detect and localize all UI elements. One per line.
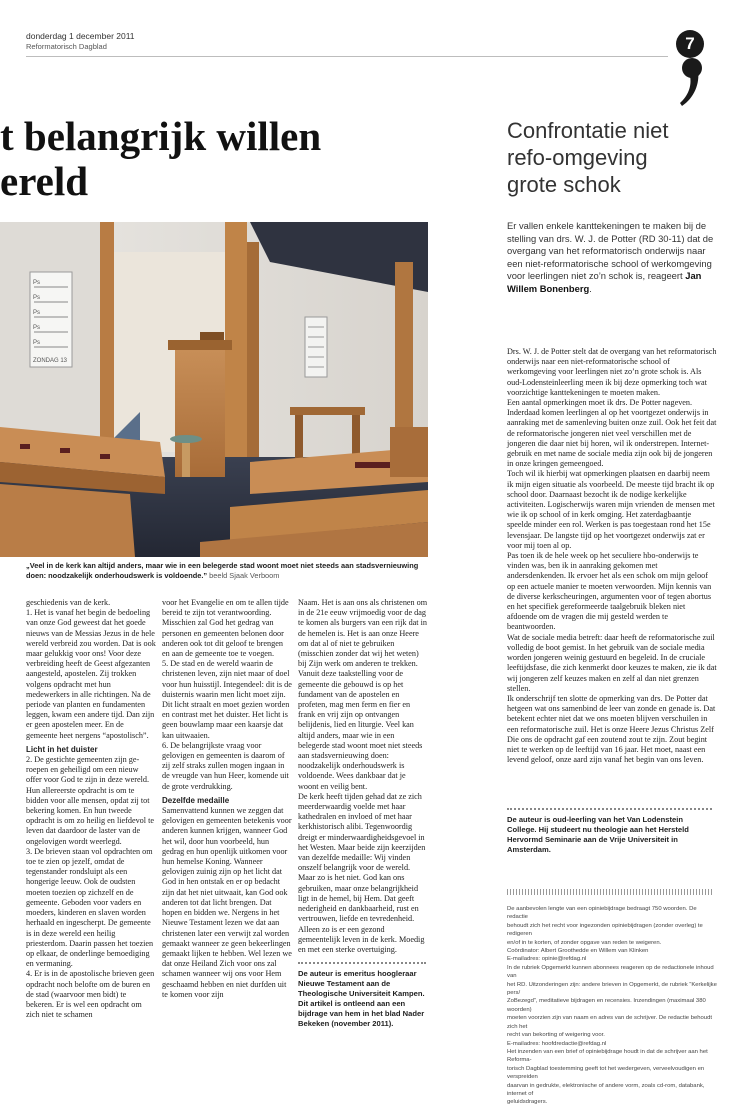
reaction-body <box>507 347 717 765</box>
column-text: voor het Evangelie en om te allen tijde bereid te zijn tot verantwoording. Misschien zal God het gedrag van personen en gemeenten belonen door anderen ook tot dit geloof te brengen en aan de gemeente toe te voegen. 5. De stad en de wereld waarin de christenen leven, zijn niet maar of doel voor hun huisstijl. Integendeel: dit is de duisternis waarin men licht moet zijn. Dit licht straalt en moet gezien worden en contrast met het duister. Het licht is geen bouwlamp maar een kaarsje dat kan uitwaaien. 6. De belangrijkste vraag voor gelovigen en gemeenten is daarom of zij zelf straks zullen mogen ingaan in de vreugde van hun Heer, komende uit de grote verdrukking. <box>162 598 292 791</box>
column-text: 2. De gestichte gemeenten zijn geroepen en geheiligd om een nieuw offer voor God te zijn in deze wereld. Hun allereerste opdracht is om te bidden voor alle mensen, opdat zij tot bekering komen. En hun tweede opdracht is om zo heilig en liefdevol te leven dat daardoor de laster van de ongelovigen wordt weerlegd. 3. De brieven staan vol opdrachten om toe te zien op jezelf, omdat de tegenstander rondsluipt als een hongerige leeuw. Ook de oudsten moeten toezien op zichzelf en de gemeente. Geboden voor vaders en moeders, kinderen en slaven worden herhaald en ingescherpt. De gemeente is in deze wereld een heilig priesterdom. Daarin passen het toezien op elkaar, de onderlinge bemoediging en vermaning. 4. Er is in de apostolische brieven geen opdracht noch belofte om de buren en de stad (waarvoor men bidt) te bekeren. Er is wel een opdracht om zich niet te schamen <box>26 755 155 1020</box>
newspaper-name: Reformatorisch Dagblad <box>26 42 107 51</box>
reaction-headline: Confrontatie niet refo-omgeving grote schok <box>507 118 669 197</box>
intro-text: Er vallen enkele kanttekeningen te maken bij de stelling van drs. W. J. de Potter (RD 30-11) dat de overgang van het reformatorisch onderwijs naar een niet-reformatorische school of werkomgeving voor leerlingen niet zo’n schok is, reageert <box>507 220 714 282</box>
info-line: De aanbevolen lengte van een opiniebijdrage bedraagt 750 woorden. De redactie <box>507 906 697 921</box>
article-headline: t belangrijk willen ereld <box>0 113 322 204</box>
hymn-board-line: Ps <box>33 280 41 286</box>
photo-caption <box>26 561 426 581</box>
info-line: torisch Dagblad toestemming geeft tot het wedergeven, verveelvoudigen en verspreiden <box>507 1065 705 1081</box>
info-line: Het inzenden van een brief of opiniebijdrage houdt in dat de schrijver aan het Reforma- <box>507 1048 708 1064</box>
column-text: Samenvattend kunnen we zeggen dat gelovigen en gemeenten betekenis voor anderen kunnen krijgen, wanneer God het wil, door hun voorbeeld, hun gedrag en hun openlijk uitkomen voor hun hemelse Koning. Wanneer gelovigen zuinig zijn op het licht dat God in hen ontstak en er op bedacht zijn dat het niet uitwaait, kan God ook anderen tot dat licht brengen. Dat hopen en bidden we. Nergens in het Nieuwe Testament lezen we dat aan christenen later een verwijt zal worden gemaakt wanneer ze geen bekeerlingen gemaakt lijken te hebben. Wel lezen we dat onze Heiland Zich voor ons zal schamen wanneer wij ons voor Hem geschaamd hebben en niet durfden uit te komen voor zijn <box>162 806 292 999</box>
hatched-divider <box>507 889 712 895</box>
reaction-intro: Er vallen enkele kanttekeningen te maken bij de stelling van drs. W. J. de Potter (RD 30-11) dat de overgang van het reformatorisch onderwijs naar een niet-reformatorische school of werkomgeving voor leerlingen niet zo’n schok is, reageert Jan Willem Bonenberg. <box>507 220 714 294</box>
reaction-author-bio: De auteur is oud-leerling van het Van Lodenstein College. Hij studeert nu theologie aan het Hersteld Hervormd Seminarie aan de Vrije Universiteit in Amsterdam. <box>507 815 689 854</box>
info-line: E-mailadres: hoofdredactie@refdag.nl <box>507 1040 607 1047</box>
info-line: In de rubriek Opgemerkt kunnen abonnees reageren op de redactionele inhoud van <box>507 964 714 980</box>
info-line: ZoBezegd”, meditatieve bijdragen en recensies. Inzendingen (maximaal 380 woorden) <box>507 998 706 1013</box>
info-line: behoudt zich het recht voor ingezonden opiniebijdragen (zonder overleg) te redigeren <box>507 922 703 938</box>
church-interior-photo <box>0 222 428 557</box>
reaction-text: Drs. W. J. de Potter stelt dat de overgang van het reformatorisch onderwijs naar een niet-reformatorische school of werkomgeving voor leerlingen niet zo’n grote schok is. Als oud-Lodensteinleerling meen ik bij deze opmerking toch wat voorzichtige kanttekeningen te moeten maken. Een aantal opmerkingen moet ik drs. De Potter nageven. Inderdaad komen leerlingen al op het voortgezet onderwijs in aanraking met de samenleving buiten onze zuil. Ook het feit dat de reformatorische jongeren niet veel verschillen met de jongeren die daar niet bij horen, wil ik onderstrepen. Internetgebruik en met name de sociale media zijn ook bij de jongeren in onze kringen gemeengoed. Toch wil ik hierbij wat opmerkingen plaatsen en daarbij neem ik mijn eigen situatie als voorbeeld. De meeste tijd bracht ik op school door. Daarnaast bezocht ik de nodige kerkelijke activiteiten. Logischerwijs waren mijn vrienden de mensen met wie ik op school of in kerk omging. Het zaterdagbaantje speelde minder een rol. Werken is pas toegestaan rond het 15e levensjaar. De langste tijd op het voortgezet onderwijs zat er voor mij toen al op. Pas toen ik de hele week op het seculiere hbo-onderwijs te vinden was, ben ik in aanraking gekomen met andersdenkenden. Ik ervoer het als een schok om mijn geloof op een actuele manier te moeten verwoorden. Mijn kennis van de diverse kerkscheuringen, argumenten voor of tegen abortus en het specifiek gereformeerde taalgebruik bleken niet afdoende om de vragen die mij gesteld werden te beantwoorden. Wat de sociale media betreft: daar heeft de reformatorische zuil volledig de boot gemist. In het gebruik van de sociale media worden jongeren weinig gestuurd en begeleid. In de cruciale leeftijdsfase, die zich kenmerkt door keuzes te maken, zie ik dat wij jongeren zelf keuzes maken en zelf al dan niet grenzen stellen. Ik onderschrijf ten slotte de opmerking van drs. De Potter dat hetgeen wat ons samenbind de leer van zonde en genade is. Dat betekent echter niet dat we ons moeten blijven verschuilen in een reformatorische zuil. Het is onze Heere Jezus Christus Zelf Die ons de opdracht gaf een zoutend zout te zijn. Zout begint niet te werken op de leeftijd van 16 jaar. Het moet, naast een levend geloof, onze aard zijn vanaf het begin van ons leven. <box>507 347 717 765</box>
comma-logo-icon <box>676 54 708 110</box>
info-line: daarvan in gedrukte, elektronische of andere vorm, zoals cd-rom, databank, internet of <box>507 1082 705 1097</box>
caption-quote: „Veel in de kerk kan altijd anders, maar wie in een belegerde stad woont moet niet steeds aan stadsvernieuwing doen: noodzakelijk onderhoudswerk is voldoende.” <box>26 561 419 580</box>
dotted-divider <box>298 962 426 964</box>
subheading: Dezelfde medaille <box>162 795 230 805</box>
author-bio: De auteur is emeritus hoogleraar Nieuwe Testament aan de Theologische Universiteit Kampen. Dit artikel is ontleend aan een bijdrage van hem in het blad Nader Bekeken (november 2011). <box>298 969 425 1029</box>
info-line: geluidsdragers. <box>507 1099 548 1106</box>
column-text: Naam. Het is aan ons als christenen om in de 21e eeuw vrijmoedig voor de dag te komen als burgers van een rijk dat in de hemelen is. Het is aan onze Heere om dat al of niet te gebruiken (misschien zonder dat wij het weten) bij Zijn werk om anderen te trekken. Vanuit deze taakstelling voor de gemeente die gebouwd is op het fundament van de apostelen en profeten, mag men ferm en fier en frank en vrij zijn op ontvangen belijdenis, lied en liturgie. Veel kan altijd anders, maar wie in een belegerde stad woont moet niet steeds aan stadsvernieuwing doen: noodzakelijk onderhoudswerk is voldoende. Wees dankbaar dat je woont en veilig bent. De kerk heeft tijden gehad dat ze zich meerderwaardig voelde met haar kathedralen en invloed of met haar kerkhistorisch alibi. Tegenwoordig dreigt er minderwaardigheidsgevoel in het Westen. Maar beide zijn keerzijden van dezelfde medaille: Wij vinden onszelf belangrijk voor de wereld. Maar zo is het niet. God kan ons gebruiken, maar onze belangrijkheid ligt in de hemel, bij Hem. Dat geeft nederigheid en dankbaarheid, rust en vertrouwen, liefde en tevredenheid. Alleen zo is er een gezond gemeentelijk leven in de kerk. Moedig en met een sterke overtuiging. <box>298 598 428 954</box>
hymn-board-line: Ps <box>33 340 41 346</box>
photo-credit: beeld Sjaak Verboom <box>209 571 280 580</box>
article-column-3 <box>298 598 428 1029</box>
info-line: en/of in te korten, of zonder opgave van reden te weigeren. <box>507 939 662 946</box>
info-line: recht van bekorting of weigering voor. <box>507 1032 605 1039</box>
page-number-badge: 7 <box>676 30 704 58</box>
subheading: Licht in het duister <box>26 744 98 754</box>
column-text: geschiedenis van de kerk. 1. Het is vanaf het begin de bedoeling van onze God geweest dat het goede nieuws van de Messias Jezus in de hele wereld verbreid zou worden. Dat is ook maar gelukkig voor ons! Voor deze verbreiding heeft de Geest afgezanten aangesteld, apostelen. Zij trokken volgens opdracht met hun medewerkers in alle richtingen. Na de periode van planten en fundamenten leggen, kwam een andere tijd. Dan zijn er geen apostelen meer. En de gemeente heet nergens “apostolisch”. <box>26 598 156 740</box>
hymn-board-line: Ps <box>33 325 41 331</box>
submission-info <box>507 905 719 1107</box>
edition-date: donderdag 1 december 2011 <box>26 31 135 41</box>
article-column-2 <box>162 598 292 1000</box>
info-line: moeten voorzien zijn van naam en adres van de schrijver. De redactie behoudt zich het <box>507 1015 712 1030</box>
hymn-board-line: Ps <box>33 295 41 301</box>
info-line: het RD. Uitzonderingen zijn: andere brieven in Opgemerkt, de rubriek “Kerkelijke pers/ <box>507 981 717 997</box>
reaction-author: Jan Willem Bonenberg <box>507 270 702 294</box>
hymn-board-line: ZONDAG 13 <box>33 358 68 364</box>
info-line: Coördinator: Albert Groothedde en Willem van Klinken <box>507 948 649 955</box>
header-rule <box>26 56 668 57</box>
dotted-divider <box>507 808 712 810</box>
hymn-board-line: Ps <box>33 310 41 316</box>
article-column-1 <box>26 598 156 1020</box>
info-line: E-mailadres: opinie@refdag.nl <box>507 956 587 963</box>
